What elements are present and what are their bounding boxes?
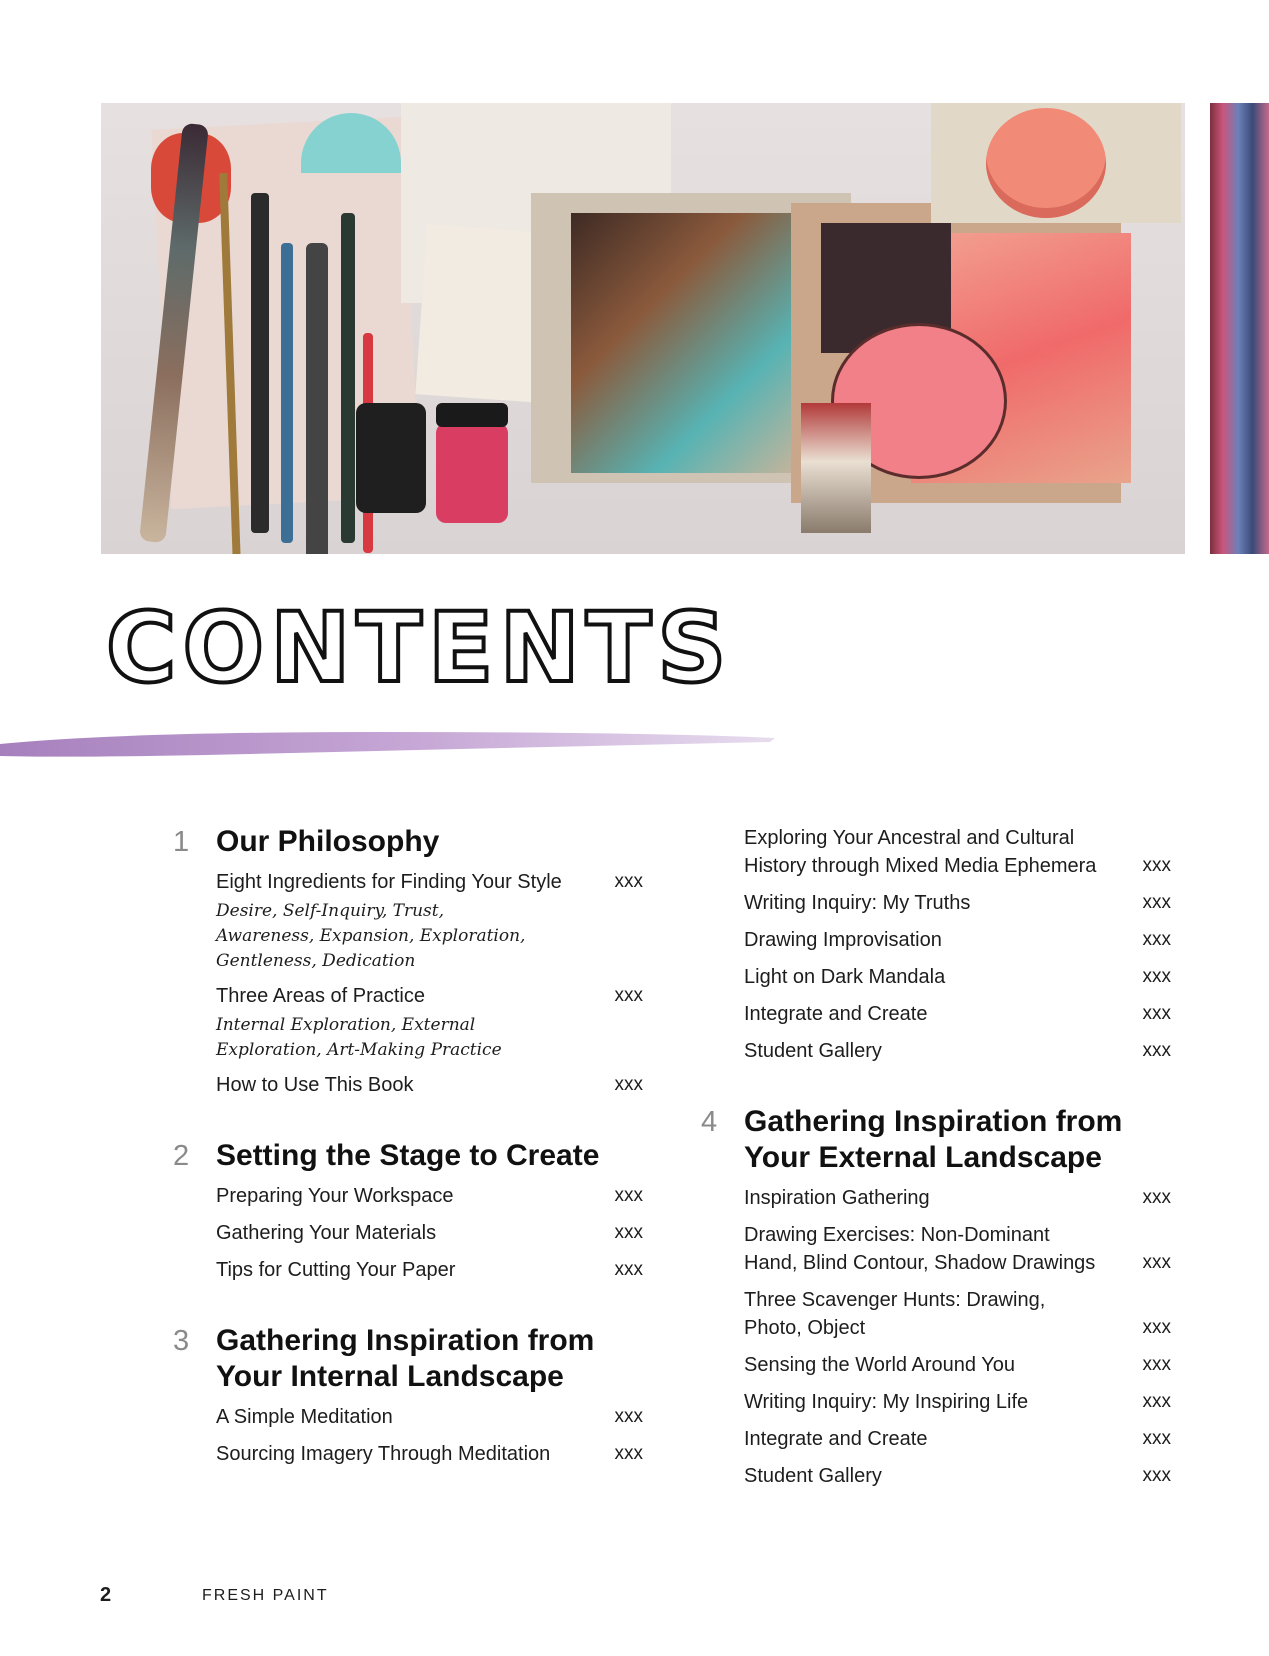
toc-entry-page: xxx: [614, 871, 643, 892]
toc-entry-page: xxx: [1142, 1317, 1171, 1338]
toc-entry-page: xxx: [1142, 1187, 1171, 1208]
toc-entry-title: Drawing Improvisation: [744, 929, 942, 951]
toc-entry-page: xxx: [1142, 929, 1171, 950]
toc-entry[interactable]: [216, 1252, 643, 1289]
chapter-2: [173, 1138, 643, 1289]
toc-entry-title: Exploring Your Ancestral and Cultural History through Mixed Media Ephemera: [744, 827, 1097, 877]
toc-entry-page: xxx: [614, 1406, 643, 1427]
toc-entry-title: Writing Inquiry: My Inspiring Life: [744, 1391, 1029, 1413]
hero-photo: [101, 103, 1185, 554]
toc-entry-title: Three Scavenger Hunts: Drawing, Photo, Object: [744, 1289, 1046, 1339]
page-title: CONTENTS: [106, 592, 733, 704]
toc-entry-page: xxx: [1142, 1428, 1171, 1449]
chapter-number: 2: [173, 1140, 190, 1172]
toc-entry-title: Eight Ingredients for Finding Your Style: [216, 871, 562, 893]
toc-entry[interactable]: [744, 959, 1171, 996]
toc-entry-title: Preparing Your Workspace: [216, 1185, 454, 1207]
toc-entry[interactable]: [216, 1436, 643, 1473]
toc-entry-page: xxx: [1142, 1391, 1171, 1412]
toc-entry-title: Drawing Exercises: Non-Dominant Hand, Blind Contour, Shadow Drawings: [744, 1224, 1096, 1274]
toc-entry[interactable]: [216, 1215, 643, 1252]
toc-entry-title: A Simple Meditation: [216, 1406, 393, 1428]
toc-entry-page: xxx: [614, 1074, 643, 1095]
toc-entry[interactable]: [744, 1458, 1171, 1495]
toc-entry[interactable]: [744, 996, 1171, 1033]
toc-entry-page: xxx: [1142, 1003, 1171, 1024]
toc-entry[interactable]: [216, 1067, 643, 1104]
toc-entry[interactable]: [744, 1217, 1171, 1282]
toc-entry-title: Gathering Your Materials: [216, 1222, 437, 1244]
toc-entry-title: How to Use This Book: [216, 1074, 414, 1096]
toc-entry-page: xxx: [614, 1185, 643, 1206]
chapter-1: [173, 824, 643, 1104]
toc-entry-subtitle: Desire, Self-Inquiry, Trust, Awareness, Expansion, Exploration, Gentleness, Dedication: [216, 901, 526, 971]
chapter-3: [173, 1323, 643, 1473]
toc-entry-page: xxx: [614, 985, 643, 1006]
toc-right-column: [701, 824, 1171, 1529]
brush-stroke-divider: [0, 726, 775, 760]
toc-entry[interactable]: [216, 1178, 643, 1215]
toc-entry-title: Sourcing Imagery Through Meditation: [216, 1443, 551, 1465]
toc-entry[interactable]: [216, 978, 643, 1015]
toc-left-column: [173, 824, 643, 1507]
toc-entry-title: Three Areas of Practice: [216, 985, 425, 1007]
toc-entry-title: Sensing the World Around You: [744, 1354, 1015, 1376]
toc-entry[interactable]: [744, 885, 1171, 922]
chapter-title[interactable]: Gathering Inspiration from Your Internal Landscape: [216, 1324, 595, 1393]
toc-entry[interactable]: [744, 922, 1171, 959]
chapter-title[interactable]: Our Philosophy: [216, 825, 440, 858]
toc-entry[interactable]: [744, 1421, 1171, 1458]
toc-entry-title: Inspiration Gathering: [744, 1187, 930, 1209]
toc-entry[interactable]: [744, 1180, 1171, 1217]
toc-entry-page: xxx: [1142, 1465, 1171, 1486]
toc-entry-title: Integrate and Create: [744, 1003, 928, 1025]
toc-entry-title: Integrate and Create: [744, 1428, 928, 1450]
toc-entry-subtitle: Internal Exploration, External Exploration, Art-Making Practice: [216, 1015, 502, 1060]
page-number: 2: [100, 1584, 112, 1606]
running-head: FRESH PAINT: [202, 1587, 329, 1604]
toc-entry[interactable]: [744, 1347, 1171, 1384]
toc-entry-title: Student Gallery: [744, 1040, 882, 1062]
toc-entry-title: Student Gallery: [744, 1465, 882, 1487]
toc-entry-page: xxx: [1142, 966, 1171, 987]
toc-entry-page: xxx: [1142, 855, 1171, 876]
toc-entry-title: Light on Dark Mandala: [744, 966, 946, 988]
toc-entry-title: Tips for Cutting Your Paper: [216, 1259, 456, 1281]
toc-entry[interactable]: [744, 1384, 1171, 1421]
toc-entry-page: xxx: [1142, 1252, 1171, 1273]
toc-entry-title: Writing Inquiry: My Truths: [744, 892, 971, 914]
chapter-title[interactable]: Setting the Stage to Create: [216, 1139, 600, 1172]
toc-entry[interactable]: [744, 1033, 1171, 1070]
chapter-3-continued: [701, 820, 1171, 1070]
toc-entry-page: xxx: [614, 1222, 643, 1243]
toc-entry-page: xxx: [1142, 1354, 1171, 1375]
toc-entry-page: xxx: [614, 1443, 643, 1464]
toc-entry[interactable]: [216, 1399, 643, 1436]
toc-entry-page: xxx: [1142, 1040, 1171, 1061]
toc-entry-page: xxx: [1142, 892, 1171, 913]
toc-entry[interactable]: [744, 1282, 1171, 1347]
chapter-number: 3: [173, 1325, 190, 1357]
toc-entry[interactable]: [744, 820, 1171, 885]
chapter-number: 1: [173, 826, 190, 858]
toc-entry[interactable]: [216, 864, 643, 901]
adjacent-page-photo: [1210, 103, 1269, 554]
chapter-title[interactable]: Gathering Inspiration from Your External Landscape: [744, 1105, 1123, 1174]
chapter-4: [701, 1104, 1171, 1495]
toc-entry-page: xxx: [614, 1259, 643, 1280]
chapter-number: 4: [701, 1106, 718, 1138]
